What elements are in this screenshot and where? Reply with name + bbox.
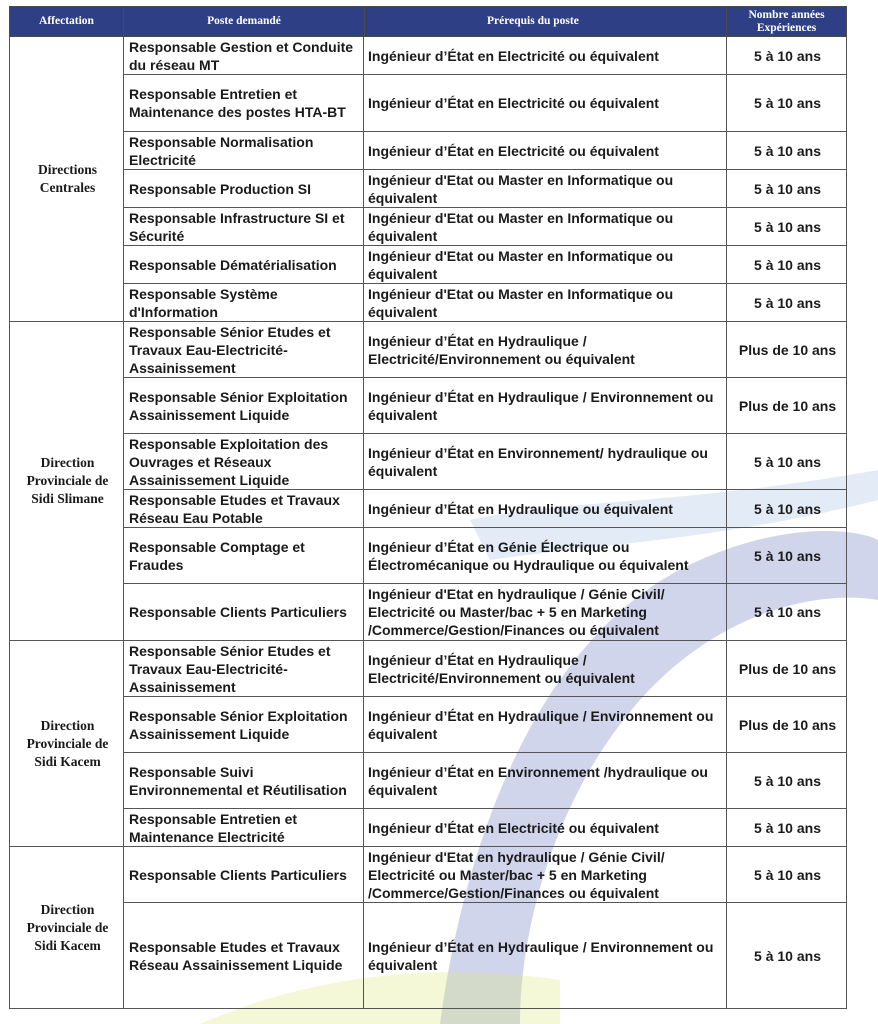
experience-cell: 5 à 10 ans [727, 809, 847, 847]
header-poste-prerequis [124, 7, 727, 37]
experience-cell: 5 à 10 ans [727, 132, 847, 170]
prerequis-cell: Ingénieur d'Etat en hydraulique / Génie Civil/ Electricité ou Master/bac + 5 en Marketing /Commerce/Gestion/Finances ou équivalent [364, 584, 727, 641]
table-row [10, 641, 847, 697]
table-row [10, 697, 847, 753]
prerequis-cell: Ingénieur d’État en Hydraulique / Electricité/Environnement ou équivalent [364, 322, 727, 378]
table-row [10, 322, 847, 378]
poste-cell: Responsable Etudes et Travaux Réseau Eau Potable [124, 490, 364, 528]
table-row [10, 208, 847, 246]
affectation-cell: Directions Centrales [10, 37, 124, 322]
poste-cell: Responsable Infrastructure SI et Sécurité [124, 208, 364, 246]
table-row [10, 170, 847, 208]
experience-cell: 5 à 10 ans [727, 528, 847, 584]
header-prerequis: Prérequis du poste [487, 15, 579, 27]
experience-cell: 5 à 10 ans [727, 847, 847, 903]
experience-cell: 5 à 10 ans [727, 37, 847, 75]
experience-cell: 5 à 10 ans [727, 246, 847, 284]
table-row [10, 132, 847, 170]
experience-cell: 5 à 10 ans [727, 170, 847, 208]
experience-cell: Plus de 10 ans [727, 378, 847, 434]
header-poste: Poste demandé [124, 7, 365, 36]
prerequis-cell: Ingénieur d’État en Hydraulique / Electricité/Environnement ou équivalent [364, 641, 727, 697]
prerequis-cell: Ingénieur d’État en Hydraulique / Environnement ou équivalent [364, 378, 727, 434]
prerequis-cell: Ingénieur d’État en Hydraulique ou équivalent [364, 490, 727, 528]
experience-cell: Plus de 10 ans [727, 697, 847, 753]
experience-cell: 5 à 10 ans [727, 584, 847, 641]
affectation-cell: Direction Provinciale de Sidi Kacem [10, 847, 124, 1009]
poste-cell: Responsable Etudes et Travaux Réseau Assainissement Liquide [124, 903, 364, 1009]
table-row [10, 809, 847, 847]
experience-cell: Plus de 10 ans [727, 641, 847, 697]
experience-cell: 5 à 10 ans [727, 208, 847, 246]
prerequis-cell: Ingénieur d’État en Environnement /hydraulique ou équivalent [364, 753, 727, 809]
table-row [10, 284, 847, 322]
table-row [10, 903, 847, 1009]
poste-cell: Responsable Entretien et Maintenance des postes HTA-BT [124, 75, 364, 132]
table-row [10, 378, 847, 434]
poste-cell: Responsable Entretien et Maintenance Electricité [124, 809, 364, 847]
table-row [10, 37, 847, 75]
experience-cell: 5 à 10 ans [727, 753, 847, 809]
poste-cell: Responsable Clients Particuliers [124, 584, 364, 641]
header-affectation: Affectation [10, 7, 124, 37]
poste-cell: Responsable Gestion et Conduite du réseau MT [124, 37, 364, 75]
prerequis-cell: Ingénieur d’État en Electricité ou équivalent [364, 809, 727, 847]
table-row [10, 584, 847, 641]
experience-cell: 5 à 10 ans [727, 903, 847, 1009]
prerequis-cell: Ingénieur d’État en Hydraulique / Environnement ou équivalent [364, 697, 727, 753]
poste-cell: Responsable Dématérialisation [124, 246, 364, 284]
prerequis-cell: Ingénieur d’État en Electricité ou équivalent [364, 132, 727, 170]
header-experience: Nombre années Expériences [727, 7, 847, 37]
experience-cell: 5 à 10 ans [727, 75, 847, 132]
poste-cell: Responsable Sénior Exploitation Assainissement Liquide [124, 378, 364, 434]
poste-cell: Responsable Système d'Information [124, 284, 364, 322]
prerequis-cell: Ingénieur d'Etat ou Master en Informatique ou équivalent [364, 246, 727, 284]
experience-cell: 5 à 10 ans [727, 284, 847, 322]
table-row [10, 246, 847, 284]
poste-cell: Responsable Sénior Etudes et Travaux Eau-Electricité-Assainissement [124, 322, 364, 378]
poste-cell: Responsable Suivi Environnemental et Réutilisation [124, 753, 364, 809]
prerequis-cell: Ingénieur d'Etat ou Master en Informatique ou équivalent [364, 284, 727, 322]
affectation-cell: Direction Provinciale de Sidi Slimane [10, 322, 124, 641]
poste-cell: Responsable Sénior Exploitation Assainissement Liquide [124, 697, 364, 753]
prerequis-cell: Ingénieur d’État en Electricité ou équivalent [364, 75, 727, 132]
prerequis-cell: Ingénieur d'Etat ou Master en Informatique ou équivalent [364, 208, 727, 246]
table-row [10, 753, 847, 809]
table-row [10, 75, 847, 132]
prerequis-cell: Ingénieur d’État en Hydraulique / Environnement ou équivalent [364, 903, 727, 1009]
table-row [10, 847, 847, 903]
poste-cell: Responsable Exploitation des Ouvrages et Réseaux Assainissement Liquide [124, 434, 364, 490]
prerequis-cell: Ingénieur d'Etat ou Master en Informatique ou équivalent [364, 170, 727, 208]
poste-cell: Responsable Normalisation Electricité [124, 132, 364, 170]
table-row [10, 434, 847, 490]
experience-cell: Plus de 10 ans [727, 322, 847, 378]
table-row [10, 528, 847, 584]
table-row [10, 490, 847, 528]
prerequis-cell: Ingénieur d’État en Génie Électrique ou Électromécanique ou Hydraulique ou équivalent [364, 528, 727, 584]
experience-cell: 5 à 10 ans [727, 490, 847, 528]
affectation-cell: Direction Provinciale de Sidi Kacem [10, 641, 124, 847]
poste-cell: Responsable Production SI [124, 170, 364, 208]
experience-cell: 5 à 10 ans [727, 434, 847, 490]
poste-cell: Responsable Comptage et Fraudes [124, 528, 364, 584]
prerequis-cell: Ingénieur d’État en Electricité ou équivalent [364, 37, 727, 75]
poste-cell: Responsable Clients Particuliers [124, 847, 364, 903]
prerequis-cell: Ingénieur d'Etat en hydraulique / Génie Civil/ Electricité ou Master/bac + 5 en Marketing /Commerce/Gestion/Finances ou équivalent [364, 847, 727, 903]
poste-cell: Responsable Sénior Etudes et Travaux Eau-Electricité-Assainissement [124, 641, 364, 697]
table-header [10, 7, 847, 37]
prerequis-cell: Ingénieur d’État en Environnement/ hydraulique ou équivalent [364, 434, 727, 490]
job-offers-table [9, 6, 847, 1009]
